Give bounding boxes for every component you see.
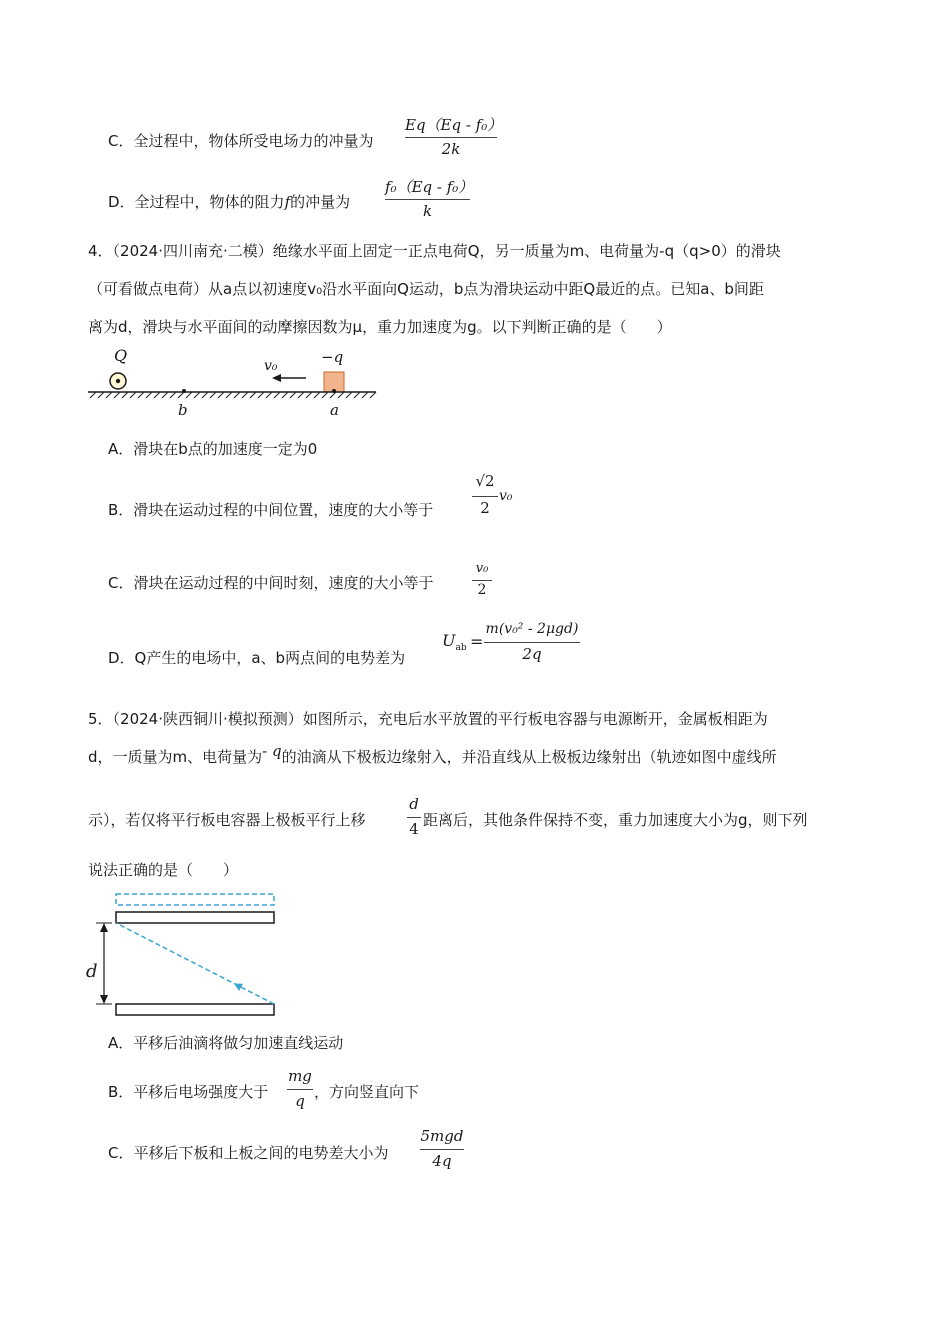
q5-stem-line-3a: 示），若仅将平行板电容器上极板平行上移 — [88, 811, 366, 829]
q4-figure-label-v0: v₀ — [264, 358, 278, 374]
q5-stem-line-2: d，一质量为m、电荷量为- q的油滴从下极板边缘射入，并沿直线从上极板边缘射出（轨迹如图中虚线所 — [88, 742, 777, 766]
q5-option-b-tail: ，方向竖直向下 — [314, 1083, 420, 1101]
q4-figure-label-b: b — [178, 401, 188, 419]
q4-stem-line-3: 离为d，滑块与水平面间的动摩擦因数为μ，重力加速度为g。以下判断正确的是（ ） — [88, 318, 672, 336]
q3-option-d-fraction: f₀（Eq - f₀） k — [385, 178, 474, 220]
q4-figure-label-q: Q — [114, 346, 128, 365]
q5-stem-line-3b: 距离后，其他条件保持不变，重力加速度大小为g，则下列 — [423, 811, 808, 829]
q5-option-b[interactable]: B．平移后电场强度大于 — [108, 1083, 269, 1101]
q4-figure — [84, 345, 384, 420]
upper-plate — [116, 912, 274, 923]
ground-hatching — [90, 392, 376, 398]
q5-stem-line-1: 5．（2024·陕西铜川·模拟预测）如图所示，充电后水平放置的平行板电容器与电源断开，金属板相距为 — [88, 710, 768, 728]
q3-option-c-fraction: Eq（Eq - f₀） 2k — [405, 116, 503, 158]
q5-option-b-fraction: mg q — [288, 1067, 312, 1110]
q3-option-d[interactable]: D．全过程中，物体的阻力f的冲量为 — [108, 193, 351, 211]
q4-option-c[interactable]: C．滑块在运动过程的中间时刻，速度的大小等于 — [108, 574, 434, 592]
q4-option-d-lhs: $U_{ab}$ — [442, 631, 467, 654]
q4-option-c-fraction: v₀ 2 — [472, 561, 492, 601]
point-b — [182, 389, 186, 393]
q5-stem-line-4: 说法正确的是（ ） — [88, 861, 239, 879]
q4-figure-label-charge: −q — [321, 348, 344, 366]
q4-option-b-fraction: √2 2 — [472, 472, 498, 520]
q4-option-d-fraction: m(v₀² - 2μgd) 2q — [485, 621, 579, 663]
moved-upper-plate-dashed — [116, 894, 274, 905]
q5-figure-label-d: d — [86, 961, 98, 982]
q4-option-d[interactable]: D．Q产生的电场中，a、b两点间的电势差为 — [108, 649, 406, 667]
q4-figure-label-a: a — [330, 401, 339, 419]
q4-stem-line-1: 4．（2024·四川南充·二模）绝缘水平面上固定一正点电荷Q，另一质量为m、电荷量为-q（q>0）的滑块 — [88, 242, 781, 260]
q5-option-c[interactable]: C．平移后下板和上板之间的电势差大小为 — [108, 1144, 389, 1162]
point-a — [332, 389, 336, 393]
q4-option-b[interactable]: B．滑块在运动过程的中间位置，速度的大小等于 — [108, 501, 434, 519]
q4-option-a[interactable]: A．滑块在b点的加速度一定为0 — [108, 440, 318, 458]
q5-option-c-fraction: 5mgd 4q — [420, 1127, 464, 1170]
q5-option-a[interactable]: A．平移后油滴将做匀加速直线运动 — [108, 1034, 344, 1052]
q3-option-c[interactable]: C．全过程中，物体所受电场力的冲量为 — [108, 132, 374, 150]
q4-stem-line-2: （可看做点电荷）从a点以初速度v₀沿水平面向Q运动，b点为滑块运动中距Q最近的点。已知a、b间距 — [88, 280, 764, 298]
q5-stem-fraction: d 4 — [407, 795, 421, 841]
lower-plate — [116, 1004, 274, 1015]
q4-option-d-equals: = — [470, 632, 484, 651]
q4-option-b-v0: v₀ — [499, 488, 513, 504]
q5-figure — [84, 886, 284, 1021]
droplet-trajectory — [116, 923, 274, 1004]
